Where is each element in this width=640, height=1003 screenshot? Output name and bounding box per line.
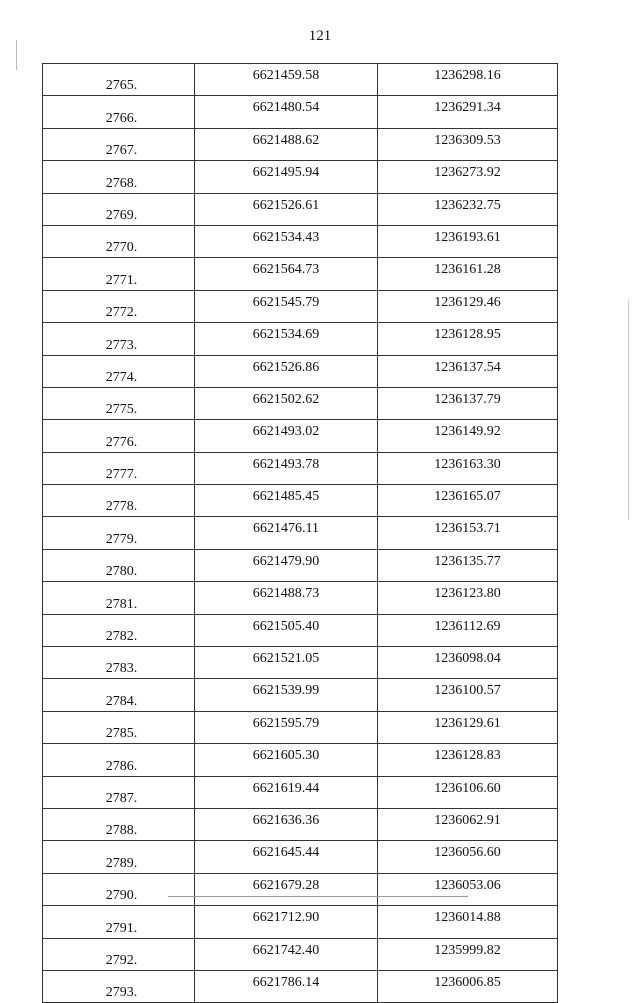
table-row xyxy=(43,161,558,193)
y-coordinate-cell: 1236128.83 xyxy=(378,744,558,776)
y-coordinate-cell: 1236129.46 xyxy=(378,290,558,322)
table-row xyxy=(43,614,558,646)
x-coordinate-cell: 6621488.73 xyxy=(195,582,378,614)
scan-line-right xyxy=(628,300,629,520)
y-coordinate-cell: 1236298.16 xyxy=(378,64,558,96)
table-row xyxy=(43,841,558,873)
x-coordinate-cell: 6621479.90 xyxy=(195,549,378,581)
x-coordinate-cell: 6621505.40 xyxy=(195,614,378,646)
point-number-cell: 2784. xyxy=(43,679,195,711)
x-coordinate-cell: 6621459.58 xyxy=(195,64,378,96)
table-row xyxy=(43,420,558,452)
table-row xyxy=(43,906,558,938)
page-number: 121 xyxy=(308,28,332,44)
table-row xyxy=(43,387,558,419)
x-coordinate-cell: 6621786.14 xyxy=(195,970,378,1002)
table-row xyxy=(43,258,558,290)
point-number-cell: 2772. xyxy=(43,290,195,322)
point-number-cell: 2788. xyxy=(43,808,195,840)
point-number-cell: 2792. xyxy=(43,938,195,970)
y-coordinate-cell: 1236161.28 xyxy=(378,258,558,290)
y-coordinate-cell: 1236291.34 xyxy=(378,96,558,128)
point-number-cell: 2778. xyxy=(43,485,195,517)
point-number-cell: 2769. xyxy=(43,193,195,225)
y-coordinate-cell: 1236193.61 xyxy=(378,225,558,257)
y-coordinate-cell: 1236165.07 xyxy=(378,485,558,517)
table-row xyxy=(43,711,558,743)
x-coordinate-cell: 6621495.94 xyxy=(195,161,378,193)
point-number-cell: 2782. xyxy=(43,614,195,646)
table-row xyxy=(43,225,558,257)
y-coordinate-cell: 1236053.06 xyxy=(378,873,558,905)
x-coordinate-cell: 6621485.45 xyxy=(195,485,378,517)
y-coordinate-cell: 1236123.80 xyxy=(378,582,558,614)
x-coordinate-cell: 6621488.62 xyxy=(195,128,378,160)
point-number-cell: 2768. xyxy=(43,161,195,193)
table-row xyxy=(43,323,558,355)
x-coordinate-cell: 6621534.69 xyxy=(195,323,378,355)
table-row xyxy=(43,679,558,711)
x-coordinate-cell: 6621564.73 xyxy=(195,258,378,290)
point-number-cell: 2779. xyxy=(43,517,195,549)
table-row xyxy=(43,96,558,128)
table-row xyxy=(43,970,558,1002)
y-coordinate-cell: 1236135.77 xyxy=(378,549,558,581)
table-row xyxy=(43,517,558,549)
table-row xyxy=(43,549,558,581)
table-row xyxy=(43,128,558,160)
point-number-cell: 2765. xyxy=(43,64,195,96)
x-coordinate-cell: 6621595.79 xyxy=(195,711,378,743)
point-number-cell: 2793. xyxy=(43,970,195,1002)
y-coordinate-cell: 1236232.75 xyxy=(378,193,558,225)
y-coordinate-cell: 1236163.30 xyxy=(378,452,558,484)
x-coordinate-cell: 6621476.11 xyxy=(195,517,378,549)
x-coordinate-cell: 6621521.05 xyxy=(195,647,378,679)
table-row xyxy=(43,355,558,387)
x-coordinate-cell: 6621502.62 xyxy=(195,387,378,419)
x-coordinate-cell: 6621645.44 xyxy=(195,841,378,873)
point-number-cell: 2776. xyxy=(43,420,195,452)
y-coordinate-cell: 1236128.95 xyxy=(378,323,558,355)
x-coordinate-cell: 6621539.99 xyxy=(195,679,378,711)
point-number-cell: 2781. xyxy=(43,582,195,614)
point-number-cell: 2787. xyxy=(43,776,195,808)
x-coordinate-cell: 6621493.02 xyxy=(195,420,378,452)
y-coordinate-cell: 1236062.91 xyxy=(378,808,558,840)
point-number-cell: 2775. xyxy=(43,387,195,419)
y-coordinate-cell: 1235999.82 xyxy=(378,938,558,970)
point-number-cell: 2783. xyxy=(43,647,195,679)
x-coordinate-cell: 6621636.36 xyxy=(195,808,378,840)
point-number-cell: 2780. xyxy=(43,549,195,581)
table-row xyxy=(43,64,558,96)
point-number-cell: 2791. xyxy=(43,906,195,938)
y-coordinate-cell: 1236137.54 xyxy=(378,355,558,387)
y-coordinate-cell: 1236273.92 xyxy=(378,161,558,193)
x-coordinate-cell: 6621605.30 xyxy=(195,744,378,776)
y-coordinate-cell: 1236014.88 xyxy=(378,906,558,938)
y-coordinate-cell: 1236006.85 xyxy=(378,970,558,1002)
y-coordinate-cell: 1236129.61 xyxy=(378,711,558,743)
y-coordinate-cell: 1236098.04 xyxy=(378,647,558,679)
x-coordinate-cell: 6621526.86 xyxy=(195,355,378,387)
x-coordinate-cell: 6621619.44 xyxy=(195,776,378,808)
table-row xyxy=(43,808,558,840)
y-coordinate-cell: 1236149.92 xyxy=(378,420,558,452)
y-coordinate-cell: 1236137.79 xyxy=(378,387,558,419)
x-coordinate-cell: 6621712.90 xyxy=(195,906,378,938)
x-coordinate-cell: 6621742.40 xyxy=(195,938,378,970)
point-number-cell: 2785. xyxy=(43,711,195,743)
table-row xyxy=(43,582,558,614)
table-row xyxy=(43,290,558,322)
table-row xyxy=(43,744,558,776)
x-coordinate-cell: 6621493.78 xyxy=(195,452,378,484)
y-coordinate-cell: 1236112.69 xyxy=(378,614,558,646)
x-coordinate-cell: 6621526.61 xyxy=(195,193,378,225)
coordinates-table-body xyxy=(43,64,558,1003)
coordinates-table xyxy=(42,63,558,1003)
scan-line-left-top xyxy=(16,40,17,70)
point-number-cell: 2766. xyxy=(43,96,195,128)
point-number-cell: 2774. xyxy=(43,355,195,387)
point-number-cell: 2771. xyxy=(43,258,195,290)
x-coordinate-cell: 6621679.28 xyxy=(195,873,378,905)
table-row xyxy=(43,193,558,225)
point-number-cell: 2773. xyxy=(43,323,195,355)
point-number-cell: 2789. xyxy=(43,841,195,873)
x-coordinate-cell: 6621545.79 xyxy=(195,290,378,322)
y-coordinate-cell: 1236309.53 xyxy=(378,128,558,160)
x-coordinate-cell: 6621534.43 xyxy=(195,225,378,257)
y-coordinate-cell: 1236153.71 xyxy=(378,517,558,549)
table-row xyxy=(43,485,558,517)
y-coordinate-cell: 1236100.57 xyxy=(378,679,558,711)
point-number-cell: 2777. xyxy=(43,452,195,484)
x-coordinate-cell: 6621480.54 xyxy=(195,96,378,128)
point-number-cell: 2767. xyxy=(43,128,195,160)
scan-line-bottom xyxy=(168,896,468,897)
y-coordinate-cell: 1236056.60 xyxy=(378,841,558,873)
table-row xyxy=(43,647,558,679)
table-row xyxy=(43,873,558,905)
point-number-cell: 2770. xyxy=(43,225,195,257)
point-number-cell: 2790. xyxy=(43,873,195,905)
table-row xyxy=(43,452,558,484)
table-row xyxy=(43,776,558,808)
table-row xyxy=(43,938,558,970)
y-coordinate-cell: 1236106.60 xyxy=(378,776,558,808)
point-number-cell: 2786. xyxy=(43,744,195,776)
